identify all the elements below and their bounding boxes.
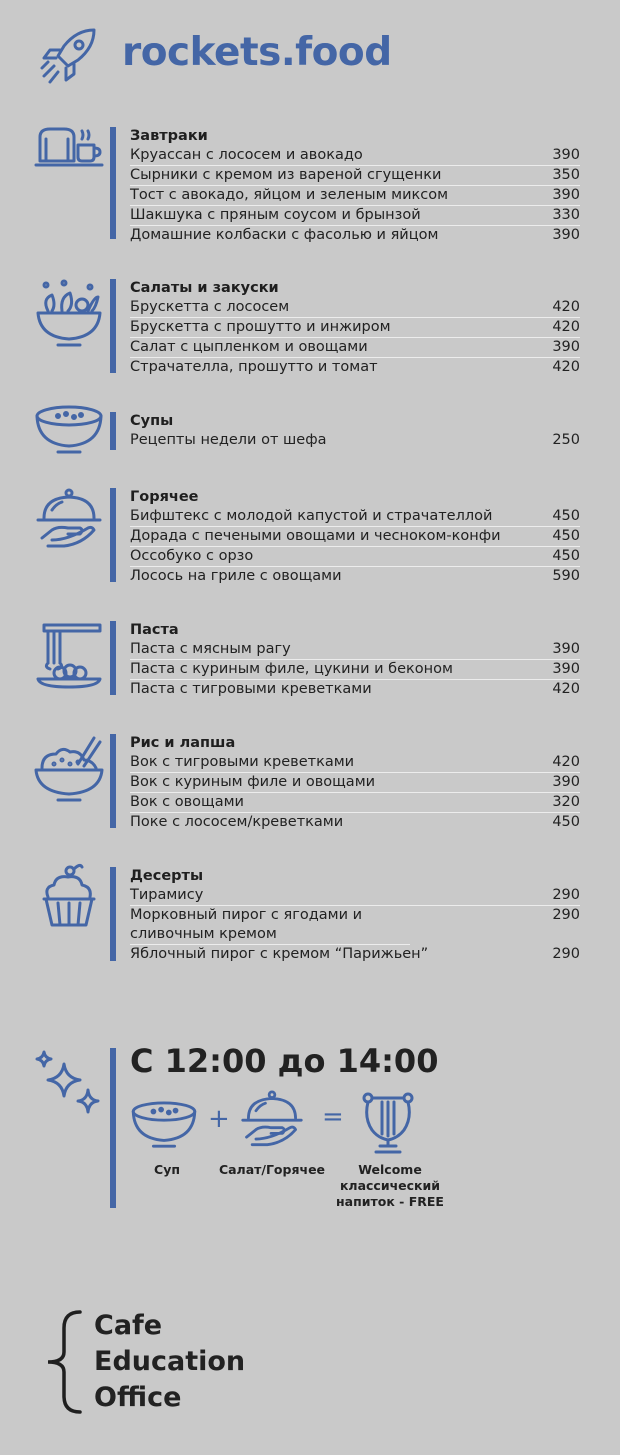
- footer-lines: [94, 1308, 245, 1416]
- item-name: Вок с тигровыми креветками: [130, 754, 355, 770]
- menu-item: [130, 358, 580, 377]
- item-name: Сырники с кремом из вареной сгущенки: [130, 167, 442, 183]
- item-price: 250: [552, 432, 580, 448]
- item-name: Бифштекс с молодой капустой и страчателлой: [130, 508, 493, 524]
- footer-line: Cafe: [94, 1310, 163, 1341]
- section-title: Рис и лапша: [130, 735, 236, 751]
- menu-items: [130, 431, 580, 450]
- menu-items: [130, 507, 580, 586]
- item-price: 390: [552, 641, 580, 657]
- menu-item: [130, 793, 580, 813]
- item-name: Круассан с лососем и авокадо: [130, 147, 363, 163]
- item-price: 420: [552, 299, 580, 315]
- item-price: 420: [552, 754, 580, 770]
- footer: [40, 1308, 340, 1418]
- menu-section-soups: [0, 412, 620, 450]
- lunch-title: С 12:00 до 14:00: [130, 1042, 439, 1080]
- item-name: Дорада с печеными овощами и чесноком-конфи: [130, 528, 501, 544]
- footer-line: Education: [94, 1346, 246, 1377]
- lyre-icon: [358, 1090, 418, 1156]
- rice-bowl-icon: [34, 734, 104, 804]
- menu-items: [130, 298, 580, 377]
- menu-items: [130, 640, 580, 699]
- item-price: 590: [552, 568, 580, 584]
- menu-item: [130, 338, 580, 358]
- item-price: 450: [552, 814, 580, 830]
- item-name: Паста с куриным филе, цукини и беконом: [130, 661, 453, 677]
- section-title: Супы: [130, 413, 174, 429]
- menu-section-pasta: [0, 621, 620, 695]
- item-name: Паста с тигровыми креветками: [130, 681, 372, 697]
- soup-bowl-icon: [130, 1100, 198, 1150]
- menu-item: [130, 298, 580, 318]
- item-name: Салат с цыпленком и овощами: [130, 339, 368, 355]
- cupcake-icon: [34, 863, 104, 933]
- menu-item: [130, 813, 580, 832]
- item-price: 290: [552, 887, 580, 903]
- section-title: Десерты: [130, 868, 204, 884]
- item-price: 290: [552, 907, 580, 923]
- item-price: 320: [552, 794, 580, 810]
- item-price: 390: [552, 147, 580, 163]
- item-price: 330: [552, 207, 580, 223]
- curly-brace-icon: [40, 1308, 88, 1416]
- section-bar: [110, 734, 116, 828]
- item-price: 450: [552, 528, 580, 544]
- sparkle-stars-icon: [34, 1050, 104, 1120]
- salad-bowl-icon: [34, 279, 104, 349]
- section-bar: [110, 488, 116, 582]
- item-price: 450: [552, 508, 580, 524]
- combo-label-drink: Welcome классический напиток - FREE: [336, 1162, 444, 1209]
- item-name: Брускетта с лососем: [130, 299, 290, 315]
- menu-item: [130, 318, 580, 338]
- menu-items: [130, 886, 580, 964]
- menu-section-breakfast: [0, 127, 620, 243]
- item-name: Лосось на гриле с овощами: [130, 568, 342, 584]
- item-price: 390: [552, 661, 580, 677]
- section-bar: [110, 279, 116, 373]
- menu-item: [130, 660, 580, 680]
- footer-line: Office: [94, 1382, 182, 1413]
- equals-sign: =: [322, 1102, 344, 1132]
- menu-item: [130, 886, 580, 906]
- item-price: 420: [552, 681, 580, 697]
- lunch-offer: [0, 1040, 620, 1210]
- item-name: Яблочный пирог с кремом “Парижьен”: [130, 946, 429, 962]
- menu-item: [130, 906, 580, 945]
- item-name: Домашние колбаски с фасолью и яйцом: [130, 227, 439, 243]
- menu-item: [130, 547, 580, 567]
- item-price: 390: [552, 339, 580, 355]
- cloche-icon: [34, 488, 104, 558]
- menu-item: [130, 186, 580, 206]
- menu-item: [130, 166, 580, 186]
- menu-item: [130, 945, 580, 964]
- menu-items: [130, 753, 580, 832]
- menu-item: [130, 527, 580, 547]
- item-price: 290: [552, 946, 580, 962]
- menu-item: [130, 680, 580, 699]
- item-price: 450: [552, 548, 580, 564]
- menu-item: [130, 507, 580, 527]
- header: [38, 26, 100, 86]
- combo-label-soup: Суп: [154, 1162, 180, 1177]
- menu-section-desserts: [0, 867, 620, 961]
- item-name: Шакшука с пряным соусом и брынзой: [130, 207, 421, 223]
- item-price: 420: [552, 319, 580, 335]
- item-name: Морковный пирог с ягодами и сливочным кремом: [130, 907, 363, 942]
- menu-item: [130, 226, 580, 245]
- menu-item: [130, 773, 580, 793]
- rocket-icon: [38, 26, 100, 86]
- pasta-icon: [34, 621, 104, 691]
- toast-coffee-icon: [34, 127, 104, 197]
- menu-section-rice-noodles: [0, 734, 620, 828]
- item-name: Оссобуко с орзо: [130, 548, 254, 564]
- brand-title: rockets.food: [122, 30, 392, 75]
- menu-item: [130, 431, 580, 450]
- item-price: 390: [552, 187, 580, 203]
- section-bar: [110, 127, 116, 239]
- menu-items: [130, 146, 580, 245]
- section-bar: [110, 867, 116, 961]
- section-title: Паста: [130, 622, 179, 638]
- item-name: Вок с овощами: [130, 794, 244, 810]
- menu-item: [130, 567, 580, 586]
- item-name: Вок с куриным филе и овощами: [130, 774, 376, 790]
- section-title: Салаты и закуски: [130, 280, 279, 296]
- menu-item: [130, 640, 580, 660]
- cloche-icon: [238, 1090, 306, 1156]
- menu-section-salads: [0, 279, 620, 373]
- item-name: Брускетта с прошутто и инжиром: [130, 319, 391, 335]
- item-name: Тирамису: [130, 887, 204, 903]
- item-price: 390: [552, 227, 580, 243]
- menu-item: [130, 146, 580, 166]
- menu-section-hot: [0, 488, 620, 582]
- section-title: Горячее: [130, 489, 199, 505]
- item-name: Поке с лососем/креветками: [130, 814, 344, 830]
- item-name: Тост с авокадо, яйцом и зеленым миксом: [130, 187, 449, 203]
- menu-item: [130, 206, 580, 226]
- soup-bowl-icon: [34, 404, 104, 456]
- item-price: 390: [552, 774, 580, 790]
- section-bar: [110, 1048, 116, 1208]
- section-bar: [110, 412, 116, 450]
- menu-item: [130, 753, 580, 773]
- item-name: Страчателла, прошутто и томат: [130, 359, 378, 375]
- section-bar: [110, 621, 116, 695]
- combo-label-salad-hot: Салат/Горячее: [218, 1162, 326, 1177]
- item-name: Рецепты недели от шефа: [130, 432, 327, 448]
- section-title: Завтраки: [130, 128, 208, 144]
- item-price: 420: [552, 359, 580, 375]
- item-price: 350: [552, 167, 580, 183]
- item-name: Паста с мясным рагу: [130, 641, 291, 657]
- plus-sign: +: [208, 1104, 230, 1134]
